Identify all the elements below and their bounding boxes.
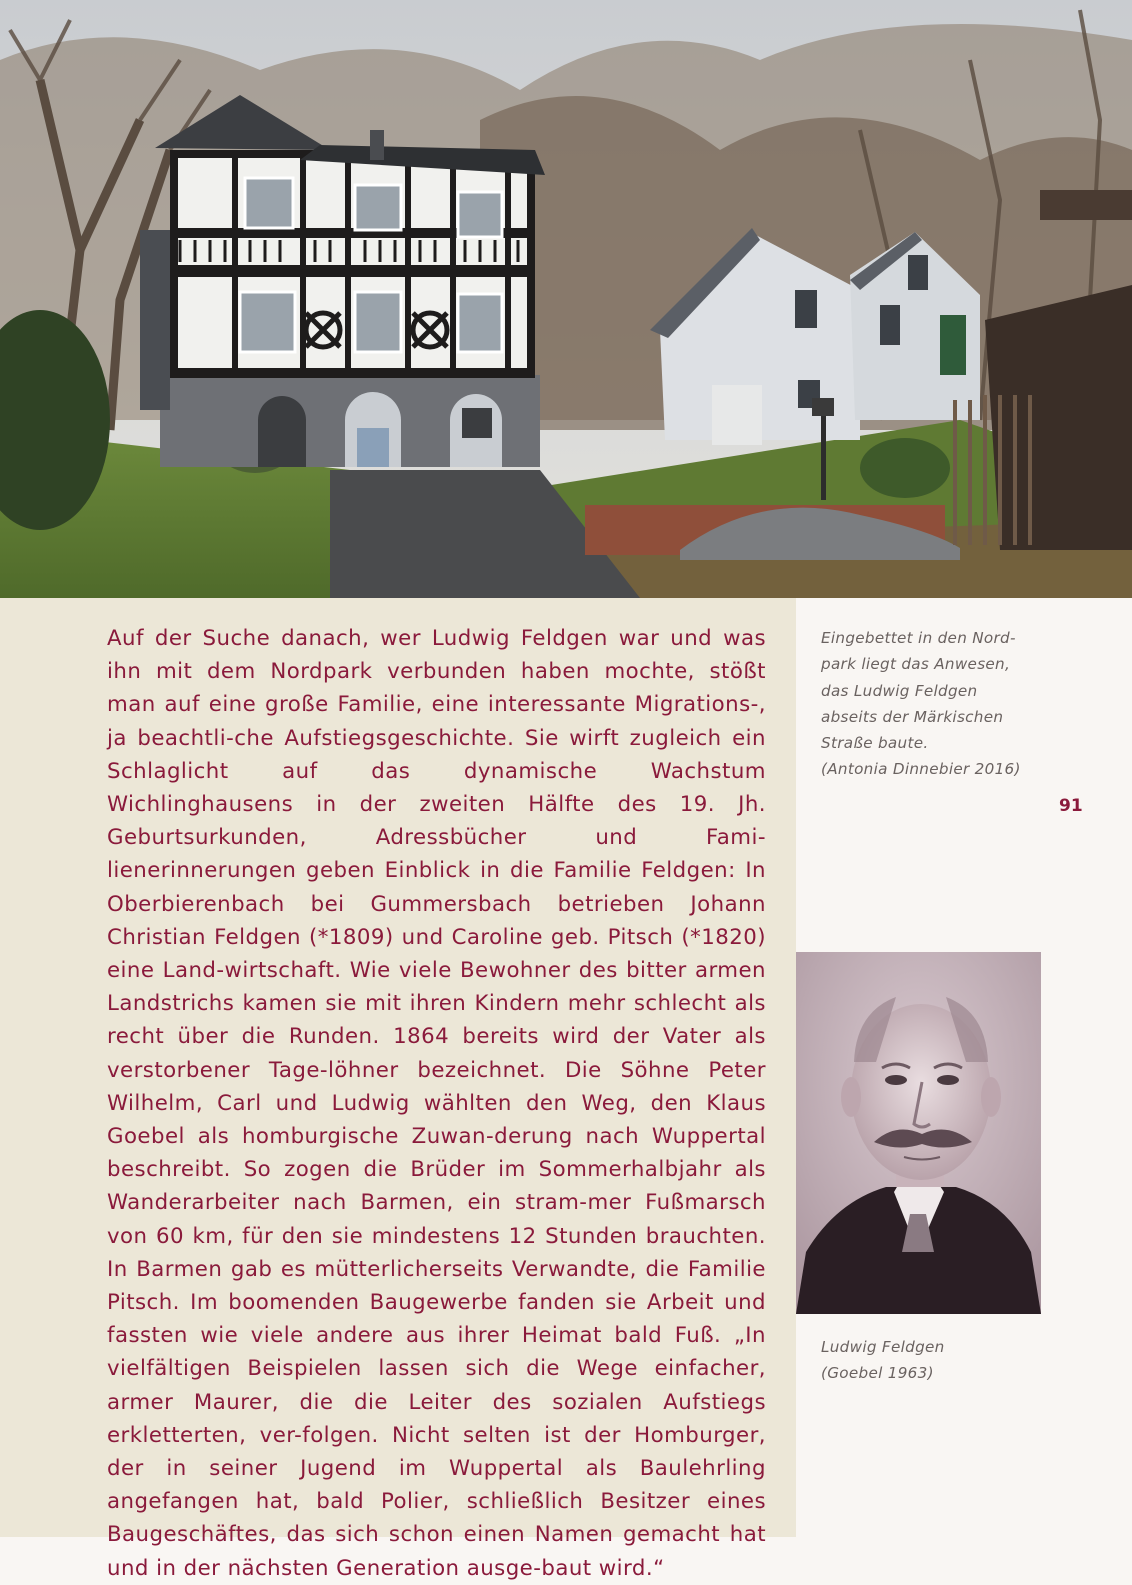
body-line: Oberbierenbach bei Gummersbach betrieben Johann Christian bbox=[107, 891, 766, 950]
body-line: brauchten. In Barmen gab es mütterlicherseits Verwandte, die bbox=[107, 1223, 766, 1282]
body-line: folgen. Nicht selten ist der Homburger, der in seiner Jugend bbox=[107, 1422, 766, 1482]
body-line: Familie Pitsch. Im boomenden Baugewerbe fanden sie Arbeit bbox=[107, 1256, 766, 1316]
body-line: im Wuppertal als Baulehrling angefangen hat, bald Polier, bbox=[107, 1456, 766, 1515]
portrait-caption bbox=[821, 1334, 1061, 1387]
caption-credit: (Antonia Dinnebier 2016) bbox=[821, 760, 1021, 779]
body-line: che Aufstiegsgeschichte. Sie wirft zugleich ein Schlaglicht auf bbox=[107, 725, 766, 784]
body-line: vielfältigen Beispielen lassen sich die Wege einfacher, armer bbox=[107, 1356, 766, 1415]
body-line: Namen gemacht hat und in der nächsten Generation ausge- bbox=[107, 1522, 766, 1581]
caption-line: park liegt das Anwesen, bbox=[821, 655, 1011, 674]
body-line: mit dem Nordpark verbunden haben mochte, stößt man auf bbox=[107, 659, 766, 718]
portrait-photo bbox=[796, 952, 1041, 1314]
body-line: Sommerhalbjahr als Wanderarbeiter nach Barmen, ein stram- bbox=[107, 1157, 766, 1216]
body-line: eine große Familie, eine interessante Migrations-, ja beachtli- bbox=[107, 692, 766, 751]
body-line: das dynamische Wachstum Wichlinghausens in der zweiten bbox=[107, 758, 766, 818]
body-line: wirtschaft. Wie viele Bewohner des bitter armen Landstrichs bbox=[107, 958, 766, 1017]
body-line: mer Fußmarsch von 60 km, für den sie mindestens 12 Stunden bbox=[107, 1190, 767, 1249]
body-text bbox=[107, 622, 766, 1585]
body-line: kamen sie mit ihren Kindern mehr schlecht als recht über die bbox=[107, 991, 766, 1050]
caption-credit: (Goebel 1963) bbox=[821, 1364, 934, 1383]
body-line: Hälfte des 19. Jh. Geburtsurkunden, Adressbücher und Fami- bbox=[107, 792, 766, 851]
body-line: baut wird.“ bbox=[541, 1555, 665, 1581]
caption-line: Straße baute. bbox=[821, 734, 929, 753]
body-line: Maurer, die die Leiter des sozialen Aufstiegs erkletterten, ver- bbox=[107, 1389, 766, 1448]
body-line: und fassten wie viele andere aus ihrer Heimat bald Fuß. „In bbox=[107, 1290, 766, 1349]
caption-line: Ludwig Feldgen bbox=[821, 1338, 945, 1356]
body-line: lienerinnerungen geben Einblick in die Familie Feldgen: In bbox=[107, 858, 766, 884]
body-line: Runden. 1864 bereits wird der Vater als verstorbener Tage- bbox=[107, 1024, 766, 1083]
body-line: wählten den Weg, den Klaus Goebel als homburgische Zuwan- bbox=[107, 1090, 766, 1150]
caption-line: Eingebettet in den Nord- bbox=[821, 629, 1016, 647]
caption-line: abseits der Märkischen bbox=[821, 707, 1004, 726]
body-line: schließlich Besitzer eines Baugeschäftes, das sich schon einen bbox=[107, 1489, 766, 1548]
page-number: 91 bbox=[1059, 796, 1083, 816]
body-line: derung nach Wuppertal beschreibt. So zogen die Brüder im bbox=[107, 1124, 766, 1183]
house-photo-caption bbox=[821, 625, 1061, 783]
caption-line: das Ludwig Feldgen bbox=[821, 681, 978, 700]
body-line: Auf der Suche danach, wer Ludwig Feldgen war und was ihn bbox=[107, 626, 766, 685]
estate-photo bbox=[0, 0, 1132, 598]
body-line: löhner bezeichnet. Die Söhne Peter Wilhelm, Carl und Ludwig bbox=[107, 1057, 766, 1116]
body-line: Feldgen (*1809) und Caroline geb. Pitsch (*1820) eine Land- bbox=[107, 924, 766, 984]
